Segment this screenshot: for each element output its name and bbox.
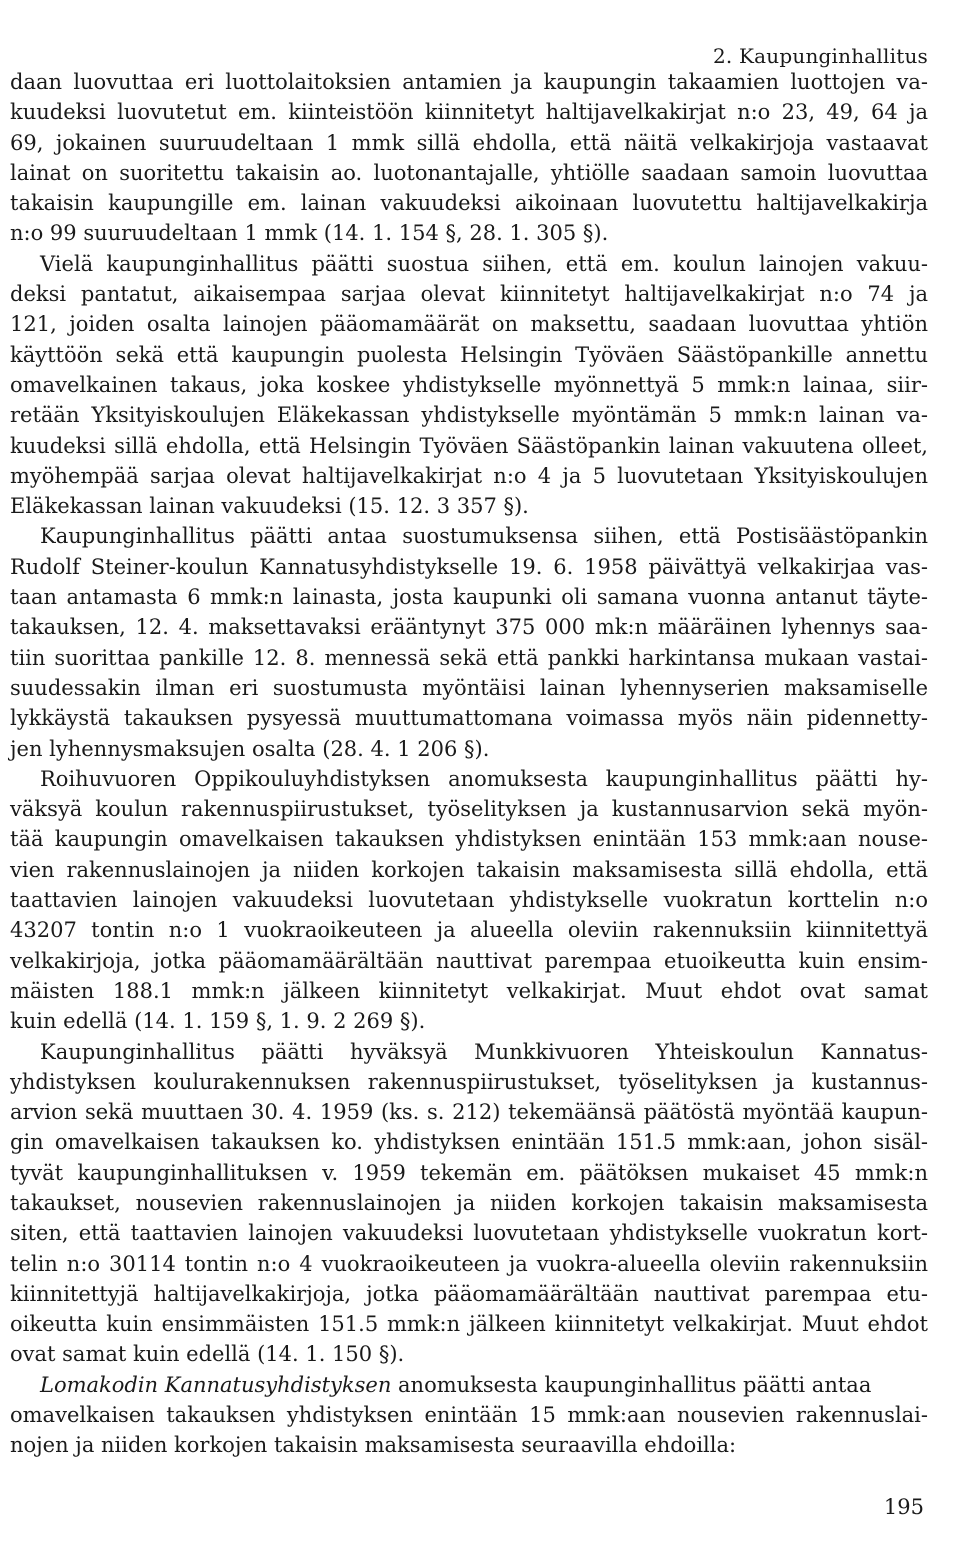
paragraph-start-line: Vielä kaupunginhallitus päätti suostua siihen, että em. koulun lainojen vakuu- <box>40 251 928 276</box>
text-line: kiinnitettyjä haltijavelkakirjoja, jotka pääomamäärältään nauttivat parempaa etu- <box>10 1281 928 1306</box>
text-line: lainat on suoritettu takaisin ao. luotonantajalle, yhtiölle saadaan samoin luovuttaa <box>10 160 928 185</box>
paragraph-start-line: Kaupunginhallitus päätti hyväksyä Munkkivuoren Yhteiskoulun Kannatus- <box>40 1039 928 1064</box>
text-line: oikeutta kuin ensimmäisten 151.5 mmk:n jälkeen kiinnitetyt velkakirjat. Muut ehdot <box>10 1312 928 1337</box>
text-line: daan luovuttaa eri luottolaitoksien antamien ja kaupungin takaamien luottojen va- <box>10 70 928 94</box>
text-line: kuin edellä (14. 1. 159 §, 1. 9. 2 269 §). <box>10 1009 426 1034</box>
page-body <box>10 67 928 1461</box>
text-line: siten, että taattavien lainojen vakuudeksi luovutetaan yhdistykselle vuokratun kort- <box>10 1221 928 1246</box>
text-line: takauksen, 12. 4. maksettavaksi erääntynyt 375 000 mk:n määräinen lyhennys saa- <box>10 615 928 640</box>
text-line: jen lyhennysmaksujen osalta (28. 4. 1 206 §). <box>10 736 490 761</box>
paragraph-start-line <box>10 1370 928 1400</box>
text-line-continuation: anomuksesta kaupunginhallitus päätti antaa <box>391 1372 872 1397</box>
text-line: arvion sekä muuttaen 30. 4. 1959 (ks. s. 212) tekemäänsä päätöstä myöntää kaupun- <box>10 1100 928 1125</box>
text-line: telin n:o 30114 tontin n:o 4 vuokraoikeuteen ja vuokra-alueella oleviin rakennuksiin <box>10 1251 928 1276</box>
running-head: 2. Kaupunginhallitus <box>712 44 928 68</box>
paragraph-start-line: Kaupunginhallitus päätti antaa suostumuksensa siihen, että Postisäästöpankin <box>40 524 928 549</box>
text-line: vien rakennuslainojen ja niiden korkojen takaisin maksamisesta sillä ehdolla, että <box>10 857 928 882</box>
text-line: tää kaupungin omavelkaisen takauksen yhdistyksen enintään 153 mmk:aan nouse- <box>10 827 928 852</box>
text-line: takaisin kaupungille em. lainan vakuudeksi aikoinaan luovutettu haltijavelkakirja <box>10 191 928 216</box>
text-line: yhdistyksen koulurakennuksen rakennuspiirustukset, työselityksen ja kustannus- <box>10 1069 928 1094</box>
text-line: deksi pantatut, aikaisempaa sarjaa olevat kiinnitetyt haltijavelkakirjat n:o 74 ja <box>10 282 928 307</box>
text-line: nojen ja niiden korkojen takaisin maksamisesta seuraavilla ehdoilla: <box>10 1433 737 1458</box>
text-line: taan antamasta 6 mmk:n lainasta, josta kaupunki oli samana vuonna antanut täyte- <box>10 585 928 610</box>
text-line: 69, jokainen suuruudeltaan 1 mmk sillä ehdolla, että näitä velkakirjoja vastaavat <box>10 130 928 155</box>
text-line: omavelkainen takaus, joka koskee yhdistykselle myönnettyä 5 mmk:n lainaa, siir- <box>10 372 928 397</box>
text-line: taattavien lainojen vakuudeksi luovutetaan yhdistykselle vuokratun korttelin n:o <box>10 888 928 913</box>
page-number: 195 <box>883 1495 924 1519</box>
text-line: velkakirjoja, jotka pääomamäärältään nauttivat parempaa etuoikeutta kuin ensim- <box>10 948 928 973</box>
text-line: tyvät kaupunginhallituksen v. 1959 tekemän em. päätöksen mukaiset 45 mmk:n <box>10 1160 928 1185</box>
organization-name: Lomakodin Kannatusyhdistyksen <box>40 1372 392 1397</box>
text-line: väksyä koulun rakennuspiirustukset, työselityksen ja kustannusarvion sekä myön- <box>10 797 928 822</box>
text-line: ovat samat kuin edellä (14. 1. 150 §). <box>10 1342 405 1367</box>
text-line: mäisten 188.1 mmk:n jälkeen kiinnitetyt velkakirjat. Muut ehdot ovat samat <box>10 978 928 1003</box>
text-line: myöhempää sarjaa olevat haltijavelkakirjat n:o 4 ja 5 luovutetaan Yksityiskoulujen <box>10 463 928 488</box>
text-line: suudessakin ilman eri suostumusta myöntäisi lainan lyhennyserien maksamiselle <box>10 675 928 700</box>
text-line: 43207 tontin n:o 1 vuokraoikeuteen ja alueella oleviin rakennuksiin kiinnitettyä <box>10 918 928 943</box>
text-line: n:o 99 suuruudeltaan 1 mmk (14. 1. 154 §, 28. 1. 305 §). <box>10 221 609 246</box>
text-line: lykkäystä takauksen pysyessä muuttumattomana voimassa myös näin pidennetty- <box>10 706 928 731</box>
text-line: retään Yksityiskoulujen Eläkekassan yhdistykselle myöntämän 5 mmk:n lainan va- <box>10 403 928 428</box>
text-line: omavelkaisen takauksen yhdistyksen enintään 15 mmk:aan nousevien rakennuslai- <box>10 1403 928 1428</box>
text-line: kuudeksi sillä ehdolla, että Helsingin Työväen Säästöpankin lainan vakuutena olleet, <box>10 433 928 458</box>
text-line: Rudolf Steiner-koulun Kannatusyhdistykselle 19. 6. 1958 päivättyä velkakirjaa vas- <box>10 554 928 579</box>
text-line: käyttöön sekä että kaupungin puolesta Helsingin Työväen Säästöpankille annettu <box>10 342 928 367</box>
text-line: 121, joiden osalta lainojen pääomamäärät on maksettu, saadaan luovuttaa yhtiön <box>10 312 928 337</box>
text-line: gin omavelkaisen takauksen ko. yhdistyksen enintään 151.5 mmk:aan, johon sisäl- <box>10 1130 928 1155</box>
text-line: takaukset, nousevien rakennuslainojen ja niiden korkojen takaisin maksamisesta <box>10 1190 928 1215</box>
text-line: Eläkekassan lainan vakuudeksi (15. 12. 3 357 §). <box>10 494 529 519</box>
text-line: kuudeksi luovutetut em. kiinteistöön kiinnitetyt haltijavelkakirjat n:o 23, 49, 64 ja <box>10 100 928 125</box>
paragraph-start-line: Roihuvuoren Oppikouluyhdistyksen anomuksesta kaupunginhallitus päätti hy- <box>40 766 928 791</box>
text-line: tiin suorittaa pankille 12. 8. mennessä sekä että pankki harkintansa mukaan vastai- <box>10 645 928 670</box>
